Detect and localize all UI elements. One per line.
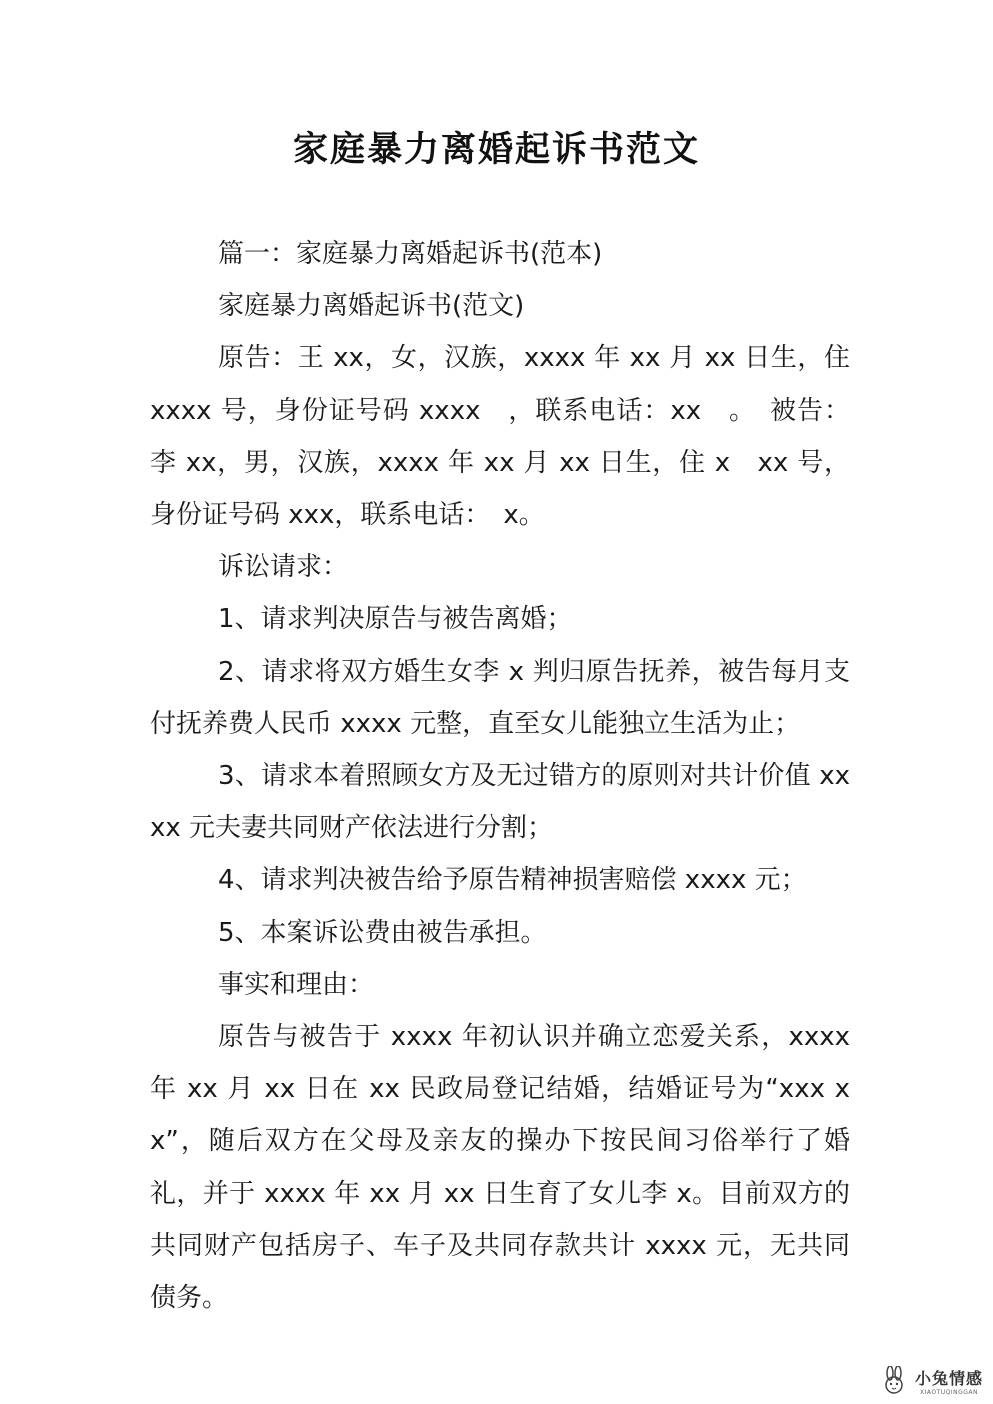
watermark-subtext: XIAOTUQINGGAN	[919, 1389, 978, 1396]
parties-paragraph: 原告：王 xx，女，汉族，xxxx 年 xx 月 xx 日生，住 xxxx 号，身份证号码 xxxx ，联系电话：xx 。 被告：李 xx，男，汉族，xxxx 年 xx 月 xx 日生，住 x xx 号，身份证号码 xxx，联系电话： x。	[150, 343, 850, 531]
claim-item-4: 4、请求判决被告给予原告精神损害赔偿 xxxx 元；	[218, 865, 807, 896]
claim-item-3: 3、请求本着照顾女方及无过错方的原则对共计价值 xxxx 元夫妻共同财产依法进行分割；	[150, 761, 850, 844]
watermark	[879, 1366, 983, 1396]
subtitle-paragraph: 家庭暴力离婚起诉书(范文)	[218, 291, 525, 322]
claim-item-5: 5、本案诉讼费由被告承担。	[218, 917, 547, 948]
section-heading: 篇一：家庭暴力离婚起诉书(范本)	[218, 239, 603, 269]
claim-item-2: 2、请求将双方婚生女李 x 判归原告抚养，被告每月支付抚养费人民币 xxxx 元整，直至女儿能独立生活为止；	[150, 656, 850, 739]
rabbit-logo-icon	[879, 1366, 909, 1396]
document-title: 家庭暴力离婚起诉书范文	[292, 129, 700, 170]
document-body	[150, 228, 850, 1324]
facts-paragraph: 原告与被告于 xxxx 年初认识并确立恋爱关系，xxxx 年 xx 月 xx 日在 xx 民政局登记结婚，结婚证号为“xxx xx”，随后双方在父母及亲友的操办下按民间习俗举行了婚礼，并于 xxxx 年 xx 月 xx 日生育了女儿李 x。目前双方的共同财产包括房子、车子及共同存款共计 xxxx 元，无共同债务。	[150, 1022, 850, 1314]
facts-heading: 事实和理由：	[218, 969, 375, 1000]
claims-heading: 诉讼请求：	[218, 552, 349, 583]
watermark-brand: 小兔情感	[914, 1369, 983, 1388]
claim-item-1: 1、请求判决原告与被告离婚；	[218, 604, 573, 635]
